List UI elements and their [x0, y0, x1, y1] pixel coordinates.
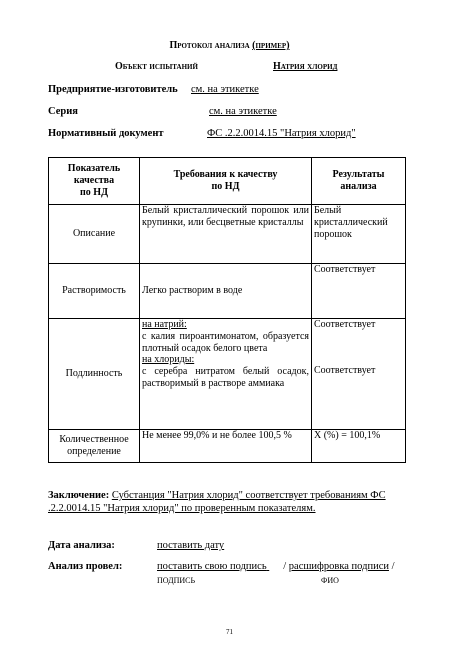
analysis-date-value: поставить дату	[157, 540, 225, 551]
manufacturer-value: см. на этикетке	[191, 84, 259, 95]
result-chloride: Соответствует	[314, 364, 376, 376]
result-sodium: Соответствует	[314, 319, 376, 330]
sodium-text: с калия пироантимонатом, образуется плотный осадок белого цвета	[142, 330, 309, 354]
sodium-heading: на натрий:	[142, 319, 187, 330]
table-header-row	[49, 158, 406, 205]
trailing-slash: /	[391, 561, 395, 572]
conclusion-text: Субстанция "Натрия хлорид" соответствует требованиям ФС .2.2.0014.15 "Натрия хлорид" по проверенным показателям.	[48, 490, 386, 515]
signature-underline	[267, 561, 281, 572]
indicator-assay: Количественное определение	[49, 430, 140, 463]
requirement-solubility: Легко растворим в воде	[140, 264, 312, 319]
indicator-solubility: Растворимость	[49, 264, 140, 319]
signature-caption: ПОДПИСЬ	[157, 576, 196, 585]
series-label: Серия	[48, 106, 78, 117]
analysis-date-label: Дата анализа:	[48, 540, 115, 551]
requirement-assay: Не менее 99,0% и не более 100,5 %	[140, 430, 312, 463]
document-title	[0, 40, 459, 51]
page-number: 71	[226, 628, 233, 636]
name-caption: ФИО	[321, 576, 339, 585]
signature-placeholder: поставить свою подпись	[157, 561, 267, 572]
table-row	[49, 430, 406, 463]
object-value: Натрия хлорид	[273, 61, 338, 72]
chloride-heading: на хлориды:	[142, 354, 195, 366]
chloride-text: с серебра нитратом белый осадок, растворимый в растворе аммиака	[142, 366, 309, 389]
signature-separator: /	[283, 561, 287, 572]
result-assay: X (%) = 100,1%	[312, 430, 406, 463]
table-row	[49, 319, 406, 430]
result-solubility: Соответствует	[312, 264, 406, 319]
table-row	[49, 205, 406, 264]
normative-value: ФС .2.2.0014.15 "Натрия хлорид"	[207, 128, 356, 139]
series-value: см. на этикетке	[209, 106, 277, 117]
analyst-line	[157, 561, 395, 572]
header-results: Результаты анализа	[312, 158, 406, 205]
normative-label: Нормативный документ	[48, 128, 164, 139]
result-identity	[312, 319, 406, 430]
object-label: Объект испытаний	[115, 61, 198, 72]
requirement-identity	[140, 319, 312, 430]
result-description: Белый кристаллический порошок	[312, 205, 406, 264]
conclusion	[48, 489, 410, 516]
result-spacer	[314, 331, 403, 365]
analyst-label: Анализ провел:	[48, 561, 123, 572]
header-requirements: Требования к качеству по НД	[140, 158, 312, 205]
table-row	[49, 264, 406, 319]
title-main: Протокол анализа	[169, 40, 250, 51]
conclusion-label: Заключение:	[48, 490, 110, 501]
decode-placeholder: расшифровка подписи	[288, 561, 389, 572]
indicator-identity: Подлинность	[49, 319, 140, 430]
indicator-description: Описание	[49, 205, 140, 264]
requirement-description: Белый кристаллический порошок или крупинки, или бесцветные кристаллы	[140, 205, 312, 264]
header-indicator: Показатель качества по НД	[49, 158, 140, 205]
quality-table	[48, 157, 406, 463]
manufacturer-label: Предприятие-изготовитель	[48, 84, 178, 95]
title-example: (пример)	[252, 40, 290, 51]
